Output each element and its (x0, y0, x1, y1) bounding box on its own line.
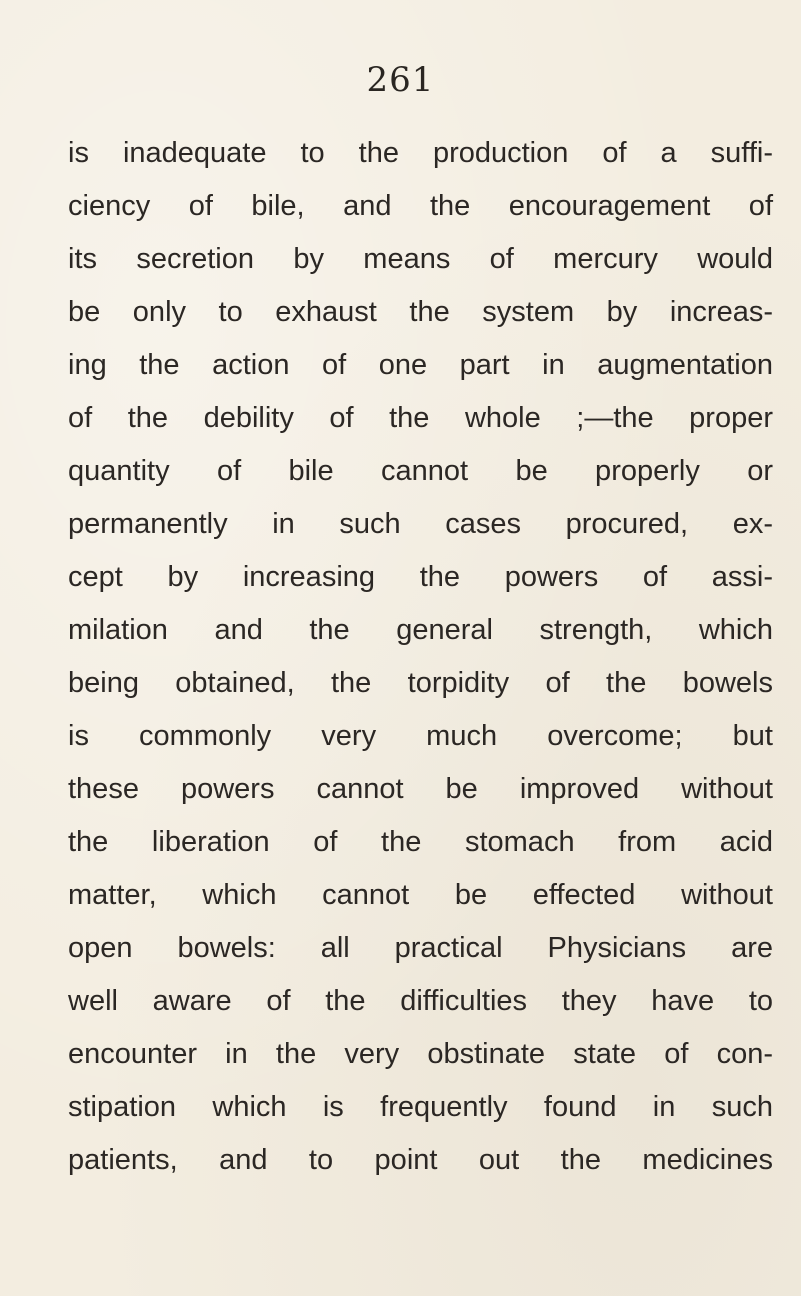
text-line: these powers cannot be improved without (68, 773, 773, 805)
text-line: permanently in such cases procured, ex- (68, 508, 773, 540)
text-line: the liberation of the stomach from acid (68, 826, 773, 858)
text-line: open bowels: all practical Physicians are (68, 932, 773, 964)
text-line: its secretion by means of mercury would (68, 243, 773, 275)
text-line: is inadequate to the production of a suffi- (68, 137, 773, 169)
text-line: encounter in the very obstinate state of con- (68, 1038, 773, 1070)
text-line: being obtained, the torpidity of the bowels (68, 667, 773, 699)
text-line: matter, which cannot be effected without (68, 879, 773, 911)
text-line: of the debility of the whole ;—the proper (68, 402, 773, 434)
body-text (68, 127, 773, 1187)
page-number: 261 (366, 60, 435, 100)
text-line: is commonly very much overcome; but (68, 720, 773, 752)
text-line: ing the action of one part in augmentation (68, 349, 773, 381)
text-line: stipation which is frequently found in such (68, 1091, 773, 1123)
text-line: quantity of bile cannot be properly or (68, 455, 773, 487)
text-line: patients, and to point out the medicines (68, 1144, 773, 1176)
text-line: ciency of bile, and the encouragement of (68, 190, 773, 222)
text-line: milation and the general strength, which (68, 614, 773, 646)
text-line: be only to exhaust the system by increas- (68, 296, 773, 328)
text-line: cept by increasing the powers of assi- (68, 561, 773, 593)
text-line: well aware of the difficulties they have to (68, 985, 773, 1017)
